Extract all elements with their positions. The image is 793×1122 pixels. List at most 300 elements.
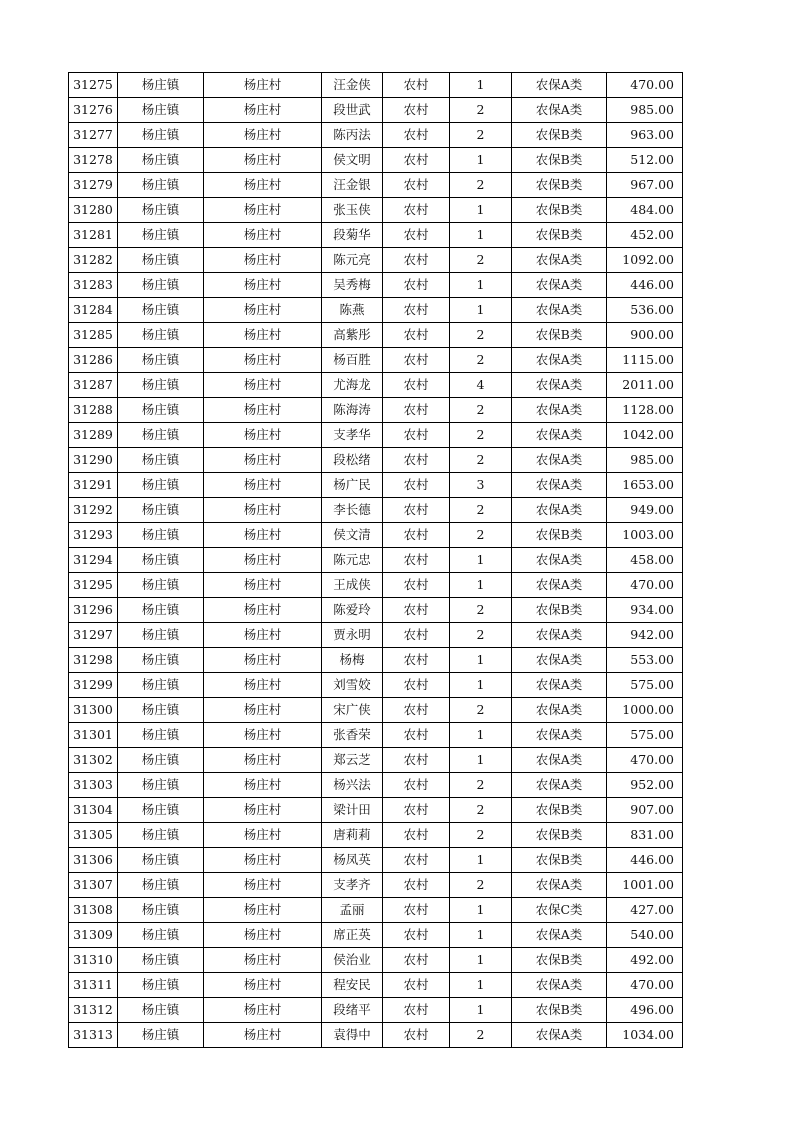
area-type-cell: 农村: [383, 273, 450, 298]
serial-number-cell: 31294: [69, 548, 118, 573]
village-cell: 杨庄村: [204, 998, 322, 1023]
serial-number-cell: 31281: [69, 223, 118, 248]
category-cell: 农保A类: [512, 248, 607, 273]
area-type-cell: 农村: [383, 773, 450, 798]
amount-cell: 900.00: [607, 323, 683, 348]
household-size-cell: 1: [450, 573, 512, 598]
village-cell: 杨庄村: [204, 798, 322, 823]
person-name-cell: 刘雪姣: [322, 673, 383, 698]
village-cell: 杨庄村: [204, 573, 322, 598]
table-row: [69, 523, 683, 548]
table-row: [69, 673, 683, 698]
household-size-cell: 1: [450, 898, 512, 923]
table-row: [69, 348, 683, 373]
category-cell: 农保A类: [512, 548, 607, 573]
town-cell: 杨庄镇: [118, 373, 204, 398]
amount-cell: 512.00: [607, 148, 683, 173]
serial-number-cell: 31300: [69, 698, 118, 723]
person-name-cell: 尤海龙: [322, 373, 383, 398]
village-cell: 杨庄村: [204, 373, 322, 398]
household-size-cell: 2: [450, 248, 512, 273]
table-row: [69, 648, 683, 673]
category-cell: 农保B类: [512, 848, 607, 873]
village-cell: 杨庄村: [204, 598, 322, 623]
serial-number-cell: 31296: [69, 598, 118, 623]
town-cell: 杨庄镇: [118, 73, 204, 98]
household-size-cell: 1: [450, 223, 512, 248]
village-cell: 杨庄村: [204, 623, 322, 648]
table-row: [69, 998, 683, 1023]
area-type-cell: 农村: [383, 148, 450, 173]
village-cell: 杨庄村: [204, 948, 322, 973]
area-type-cell: 农村: [383, 348, 450, 373]
area-type-cell: 农村: [383, 298, 450, 323]
household-size-cell: 3: [450, 473, 512, 498]
area-type-cell: 农村: [383, 123, 450, 148]
household-size-cell: 1: [450, 273, 512, 298]
table-row: [69, 398, 683, 423]
village-cell: 杨庄村: [204, 223, 322, 248]
serial-number-cell: 31276: [69, 98, 118, 123]
amount-cell: 492.00: [607, 948, 683, 973]
category-cell: 农保A类: [512, 98, 607, 123]
area-type-cell: 农村: [383, 673, 450, 698]
area-type-cell: 农村: [383, 73, 450, 98]
serial-number-cell: 31313: [69, 1023, 118, 1048]
town-cell: 杨庄镇: [118, 98, 204, 123]
serial-number-cell: 31308: [69, 898, 118, 923]
amount-cell: 536.00: [607, 298, 683, 323]
town-cell: 杨庄镇: [118, 798, 204, 823]
serial-number-cell: 31303: [69, 773, 118, 798]
person-name-cell: 陈燕: [322, 298, 383, 323]
household-size-cell: 1: [450, 673, 512, 698]
town-cell: 杨庄镇: [118, 173, 204, 198]
person-name-cell: 席正英: [322, 923, 383, 948]
area-type-cell: 农村: [383, 523, 450, 548]
household-size-cell: 1: [450, 748, 512, 773]
village-cell: 杨庄村: [204, 823, 322, 848]
household-size-cell: 2: [450, 873, 512, 898]
person-name-cell: 陈元忠: [322, 548, 383, 573]
category-cell: 农保A类: [512, 448, 607, 473]
town-cell: 杨庄镇: [118, 973, 204, 998]
area-type-cell: 农村: [383, 723, 450, 748]
town-cell: 杨庄镇: [118, 548, 204, 573]
area-type-cell: 农村: [383, 423, 450, 448]
household-size-cell: 1: [450, 998, 512, 1023]
town-cell: 杨庄镇: [118, 298, 204, 323]
amount-cell: 985.00: [607, 98, 683, 123]
person-name-cell: 支孝华: [322, 423, 383, 448]
serial-number-cell: 31283: [69, 273, 118, 298]
table-row: [69, 498, 683, 523]
category-cell: 农保A类: [512, 623, 607, 648]
town-cell: 杨庄镇: [118, 673, 204, 698]
household-size-cell: 2: [450, 173, 512, 198]
table-row: [69, 273, 683, 298]
table-row: [69, 548, 683, 573]
village-cell: 杨庄村: [204, 923, 322, 948]
table-row: [69, 323, 683, 348]
table-row: [69, 898, 683, 923]
area-type-cell: 农村: [383, 323, 450, 348]
category-cell: 农保A类: [512, 273, 607, 298]
town-cell: 杨庄镇: [118, 948, 204, 973]
area-type-cell: 农村: [383, 848, 450, 873]
serial-number-cell: 31284: [69, 298, 118, 323]
household-size-cell: 2: [450, 1023, 512, 1048]
category-cell: 农保A类: [512, 573, 607, 598]
area-type-cell: 农村: [383, 1023, 450, 1048]
household-size-cell: 2: [450, 498, 512, 523]
village-cell: 杨庄村: [204, 898, 322, 923]
village-cell: 杨庄村: [204, 423, 322, 448]
category-cell: 农保A类: [512, 648, 607, 673]
area-type-cell: 农村: [383, 923, 450, 948]
category-cell: 农保A类: [512, 473, 607, 498]
household-size-cell: 2: [450, 398, 512, 423]
category-cell: 农保A类: [512, 498, 607, 523]
table-row: [69, 698, 683, 723]
serial-number-cell: 31302: [69, 748, 118, 773]
town-cell: 杨庄镇: [118, 873, 204, 898]
household-size-cell: 1: [450, 973, 512, 998]
person-name-cell: 陈爱玲: [322, 598, 383, 623]
household-size-cell: 1: [450, 848, 512, 873]
person-name-cell: 梁计田: [322, 798, 383, 823]
category-cell: 农保A类: [512, 1023, 607, 1048]
area-type-cell: 农村: [383, 973, 450, 998]
serial-number-cell: 31286: [69, 348, 118, 373]
serial-number-cell: 31305: [69, 823, 118, 848]
area-type-cell: 农村: [383, 473, 450, 498]
category-cell: 农保A类: [512, 348, 607, 373]
village-cell: 杨庄村: [204, 273, 322, 298]
village-cell: 杨庄村: [204, 873, 322, 898]
town-cell: 杨庄镇: [118, 423, 204, 448]
village-cell: 杨庄村: [204, 498, 322, 523]
village-cell: 杨庄村: [204, 398, 322, 423]
table-row: [69, 123, 683, 148]
person-name-cell: 王成侠: [322, 573, 383, 598]
person-name-cell: 杨百胜: [322, 348, 383, 373]
area-type-cell: 农村: [383, 748, 450, 773]
table-row: [69, 73, 683, 98]
amount-cell: 934.00: [607, 598, 683, 623]
area-type-cell: 农村: [383, 223, 450, 248]
area-type-cell: 农村: [383, 598, 450, 623]
serial-number-cell: 31288: [69, 398, 118, 423]
village-cell: 杨庄村: [204, 323, 322, 348]
category-cell: 农保B类: [512, 123, 607, 148]
household-size-cell: 2: [450, 698, 512, 723]
household-size-cell: 1: [450, 923, 512, 948]
amount-cell: 446.00: [607, 273, 683, 298]
table-row: [69, 423, 683, 448]
amount-cell: 470.00: [607, 973, 683, 998]
serial-number-cell: 31285: [69, 323, 118, 348]
area-type-cell: 农村: [383, 98, 450, 123]
household-size-cell: 1: [450, 73, 512, 98]
area-type-cell: 农村: [383, 823, 450, 848]
household-size-cell: 2: [450, 598, 512, 623]
category-cell: 农保B类: [512, 148, 607, 173]
amount-cell: 427.00: [607, 898, 683, 923]
table-row: [69, 573, 683, 598]
amount-cell: 963.00: [607, 123, 683, 148]
amount-cell: 1001.00: [607, 873, 683, 898]
person-name-cell: 段世武: [322, 98, 383, 123]
town-cell: 杨庄镇: [118, 473, 204, 498]
amount-cell: 470.00: [607, 748, 683, 773]
town-cell: 杨庄镇: [118, 398, 204, 423]
amount-cell: 907.00: [607, 798, 683, 823]
serial-number-cell: 31292: [69, 498, 118, 523]
town-cell: 杨庄镇: [118, 748, 204, 773]
amount-cell: 470.00: [607, 573, 683, 598]
village-cell: 杨庄村: [204, 723, 322, 748]
category-cell: 农保A类: [512, 423, 607, 448]
household-size-cell: 2: [450, 423, 512, 448]
category-cell: 农保A类: [512, 773, 607, 798]
amount-cell: 575.00: [607, 723, 683, 748]
village-cell: 杨庄村: [204, 748, 322, 773]
person-name-cell: 张玉侠: [322, 198, 383, 223]
serial-number-cell: 31299: [69, 673, 118, 698]
area-type-cell: 农村: [383, 398, 450, 423]
table-row: [69, 298, 683, 323]
person-name-cell: 陈丙法: [322, 123, 383, 148]
person-name-cell: 张香荣: [322, 723, 383, 748]
person-name-cell: 段松绪: [322, 448, 383, 473]
serial-number-cell: 31301: [69, 723, 118, 748]
area-type-cell: 农村: [383, 173, 450, 198]
town-cell: 杨庄镇: [118, 898, 204, 923]
category-cell: 农保B类: [512, 823, 607, 848]
village-cell: 杨庄村: [204, 773, 322, 798]
person-name-cell: 贾永明: [322, 623, 383, 648]
amount-cell: 985.00: [607, 448, 683, 473]
table-body: [69, 73, 683, 1048]
area-type-cell: 农村: [383, 198, 450, 223]
amount-cell: 1115.00: [607, 348, 683, 373]
area-type-cell: 农村: [383, 498, 450, 523]
table-row: [69, 948, 683, 973]
town-cell: 杨庄镇: [118, 248, 204, 273]
village-cell: 杨庄村: [204, 973, 322, 998]
household-size-cell: 2: [450, 823, 512, 848]
area-type-cell: 农村: [383, 648, 450, 673]
category-cell: 农保C类: [512, 898, 607, 923]
serial-number-cell: 31306: [69, 848, 118, 873]
amount-cell: 496.00: [607, 998, 683, 1023]
category-cell: 农保A类: [512, 398, 607, 423]
household-size-cell: 2: [450, 623, 512, 648]
table-row: [69, 373, 683, 398]
area-type-cell: 农村: [383, 898, 450, 923]
table-row: [69, 723, 683, 748]
amount-cell: 575.00: [607, 673, 683, 698]
table-row: [69, 448, 683, 473]
person-name-cell: 吴秀梅: [322, 273, 383, 298]
area-type-cell: 农村: [383, 873, 450, 898]
town-cell: 杨庄镇: [118, 623, 204, 648]
amount-cell: 446.00: [607, 848, 683, 873]
table-row: [69, 173, 683, 198]
town-cell: 杨庄镇: [118, 998, 204, 1023]
category-cell: 农保B类: [512, 598, 607, 623]
category-cell: 农保B类: [512, 798, 607, 823]
serial-number-cell: 31279: [69, 173, 118, 198]
town-cell: 杨庄镇: [118, 648, 204, 673]
person-name-cell: 郑云芝: [322, 748, 383, 773]
category-cell: 农保B类: [512, 998, 607, 1023]
category-cell: 农保B类: [512, 323, 607, 348]
person-name-cell: 孟丽: [322, 898, 383, 923]
category-cell: 农保B类: [512, 198, 607, 223]
household-size-cell: 2: [450, 323, 512, 348]
amount-cell: 1653.00: [607, 473, 683, 498]
serial-number-cell: 31280: [69, 198, 118, 223]
table-row: [69, 973, 683, 998]
area-type-cell: 农村: [383, 798, 450, 823]
town-cell: 杨庄镇: [118, 348, 204, 373]
village-cell: 杨庄村: [204, 348, 322, 373]
amount-cell: 949.00: [607, 498, 683, 523]
amount-cell: 452.00: [607, 223, 683, 248]
household-size-cell: 1: [450, 198, 512, 223]
household-size-cell: 2: [450, 348, 512, 373]
serial-number-cell: 31298: [69, 648, 118, 673]
amount-cell: 553.00: [607, 648, 683, 673]
category-cell: 农保B类: [512, 523, 607, 548]
village-cell: 杨庄村: [204, 73, 322, 98]
serial-number-cell: 31312: [69, 998, 118, 1023]
town-cell: 杨庄镇: [118, 273, 204, 298]
amount-cell: 540.00: [607, 923, 683, 948]
household-size-cell: 2: [450, 773, 512, 798]
amount-cell: 458.00: [607, 548, 683, 573]
town-cell: 杨庄镇: [118, 498, 204, 523]
serial-number-cell: 31310: [69, 948, 118, 973]
town-cell: 杨庄镇: [118, 698, 204, 723]
category-cell: 农保B类: [512, 948, 607, 973]
town-cell: 杨庄镇: [118, 148, 204, 173]
village-cell: 杨庄村: [204, 123, 322, 148]
household-size-cell: 1: [450, 648, 512, 673]
person-name-cell: 杨凤英: [322, 848, 383, 873]
allowance-table: [68, 72, 683, 1048]
serial-number-cell: 31289: [69, 423, 118, 448]
household-size-cell: 4: [450, 373, 512, 398]
table-row: [69, 623, 683, 648]
serial-number-cell: 31290: [69, 448, 118, 473]
table-row: [69, 823, 683, 848]
category-cell: 农保B类: [512, 223, 607, 248]
person-name-cell: 李长德: [322, 498, 383, 523]
town-cell: 杨庄镇: [118, 198, 204, 223]
table-row: [69, 1023, 683, 1048]
person-name-cell: 侯治业: [322, 948, 383, 973]
amount-cell: 942.00: [607, 623, 683, 648]
serial-number-cell: 31282: [69, 248, 118, 273]
person-name-cell: 侯文清: [322, 523, 383, 548]
amount-cell: 967.00: [607, 173, 683, 198]
village-cell: 杨庄村: [204, 448, 322, 473]
village-cell: 杨庄村: [204, 848, 322, 873]
household-size-cell: 2: [450, 123, 512, 148]
person-name-cell: 支孝齐: [322, 873, 383, 898]
town-cell: 杨庄镇: [118, 723, 204, 748]
person-name-cell: 高紫彤: [322, 323, 383, 348]
table-row: [69, 798, 683, 823]
town-cell: 杨庄镇: [118, 848, 204, 873]
household-size-cell: 2: [450, 448, 512, 473]
amount-cell: 1042.00: [607, 423, 683, 448]
area-type-cell: 农村: [383, 698, 450, 723]
category-cell: 农保A类: [512, 298, 607, 323]
town-cell: 杨庄镇: [118, 223, 204, 248]
village-cell: 杨庄村: [204, 673, 322, 698]
category-cell: 农保A类: [512, 923, 607, 948]
amount-cell: 831.00: [607, 823, 683, 848]
serial-number-cell: 31307: [69, 873, 118, 898]
person-name-cell: 杨广民: [322, 473, 383, 498]
serial-number-cell: 31277: [69, 123, 118, 148]
person-name-cell: 段菊华: [322, 223, 383, 248]
town-cell: 杨庄镇: [118, 448, 204, 473]
household-size-cell: 2: [450, 798, 512, 823]
village-cell: 杨庄村: [204, 548, 322, 573]
table-row: [69, 773, 683, 798]
table-row: [69, 923, 683, 948]
amount-cell: 1128.00: [607, 398, 683, 423]
table-row: [69, 473, 683, 498]
table-row: [69, 198, 683, 223]
amount-cell: 1092.00: [607, 248, 683, 273]
area-type-cell: 农村: [383, 548, 450, 573]
amount-cell: 1034.00: [607, 1023, 683, 1048]
village-cell: 杨庄村: [204, 698, 322, 723]
person-name-cell: 程安民: [322, 973, 383, 998]
amount-cell: 484.00: [607, 198, 683, 223]
area-type-cell: 农村: [383, 248, 450, 273]
serial-number-cell: 31309: [69, 923, 118, 948]
village-cell: 杨庄村: [204, 98, 322, 123]
amount-cell: 1000.00: [607, 698, 683, 723]
town-cell: 杨庄镇: [118, 823, 204, 848]
household-size-cell: 1: [450, 148, 512, 173]
amount-cell: 952.00: [607, 773, 683, 798]
table-row: [69, 598, 683, 623]
village-cell: 杨庄村: [204, 298, 322, 323]
serial-number-cell: 31304: [69, 798, 118, 823]
amount-cell: 470.00: [607, 73, 683, 98]
person-name-cell: 汪金侠: [322, 73, 383, 98]
person-name-cell: 杨梅: [322, 648, 383, 673]
household-size-cell: 1: [450, 548, 512, 573]
person-name-cell: 陈元亮: [322, 248, 383, 273]
area-type-cell: 农村: [383, 998, 450, 1023]
table-row: [69, 148, 683, 173]
person-name-cell: 侯文明: [322, 148, 383, 173]
category-cell: 农保A类: [512, 748, 607, 773]
town-cell: 杨庄镇: [118, 523, 204, 548]
serial-number-cell: 31275: [69, 73, 118, 98]
village-cell: 杨庄村: [204, 148, 322, 173]
serial-number-cell: 31293: [69, 523, 118, 548]
